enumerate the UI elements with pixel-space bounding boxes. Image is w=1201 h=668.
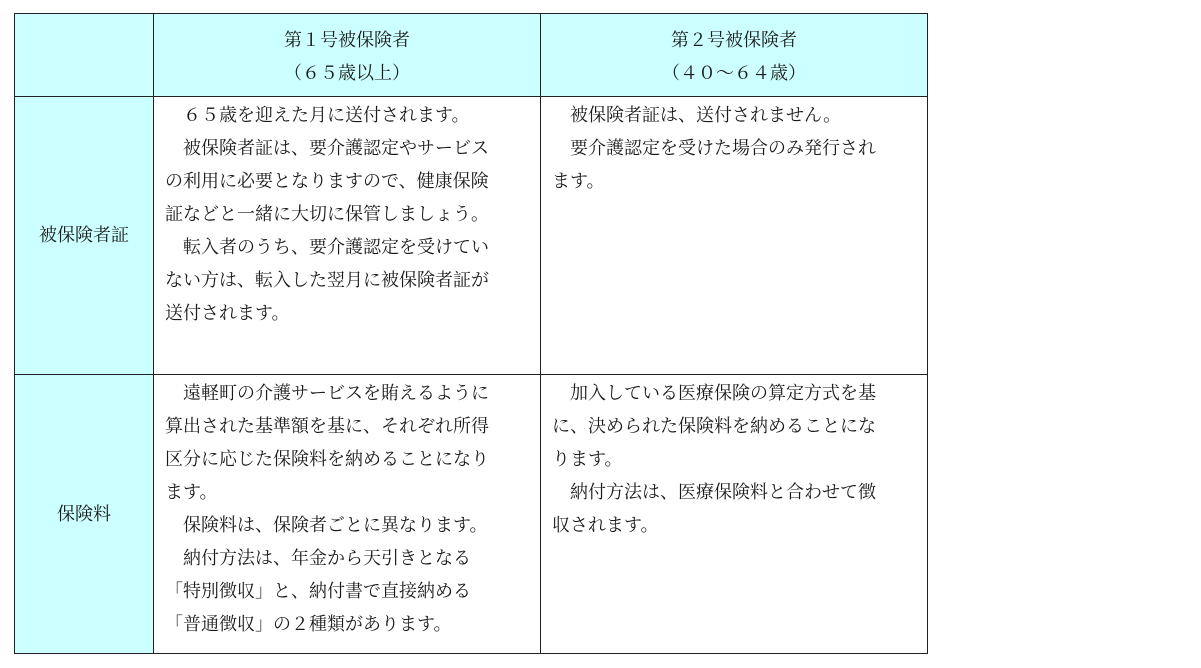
insurance-comparison-table	[14, 13, 928, 654]
row-header-premium: 保険料	[15, 375, 154, 654]
text-line: 納付方法は、医療保険料と合わせて徴	[552, 482, 876, 503]
text-line: 加入している医療保険の算定方式を基	[552, 383, 876, 404]
text-line: 区分に応じた保険料を納めることになり	[165, 449, 489, 470]
header-corner-cell	[15, 14, 154, 97]
row-header-insurance-card: 被保険者証	[15, 97, 154, 375]
text-line: 遠軽町の介護サービスを賄えるように	[165, 383, 489, 404]
table-row-premium	[15, 375, 928, 654]
text-line: ６５歳を迎えた月に送付されます。	[165, 105, 470, 126]
text-line: ます。	[552, 171, 605, 192]
column-header-age: （６５歳以上）	[284, 63, 410, 84]
text-line: 「特別徴収」と、納付書で直接納める	[165, 581, 471, 602]
text-line: 転入者のうち、要介護認定を受けてい	[165, 237, 489, 258]
table-header-row	[15, 14, 928, 97]
text-line: に、決められた保険料を納めることにな	[552, 416, 876, 437]
text-line: ない方は、転入した翌月に被保険者証が	[165, 270, 489, 291]
text-line: 送付されます。	[165, 303, 290, 324]
text-line: 算出された基準額を基に、それぞれ所得	[165, 416, 489, 437]
column-header-type2	[541, 14, 928, 97]
text-line: ります。	[552, 449, 623, 470]
cell-premium-type1	[154, 375, 541, 654]
text-line: 納付方法は、年金から天引きとなる	[165, 548, 471, 569]
table-row-insurance-card	[15, 97, 928, 375]
text-line: 被保険者証は、要介護認定やサービス	[165, 138, 489, 159]
column-header-age: （４０～６４歳）	[662, 63, 806, 84]
text-line: 証などと一緒に大切に保管しましょう。	[165, 204, 489, 225]
cell-insurance-card-type2	[541, 97, 928, 375]
text-line: 要介護認定を受けた場合のみ発行され	[552, 138, 876, 159]
column-header-title: 第２号被保険者	[671, 30, 797, 51]
text-line: 被保険者証は、送付されません。	[552, 105, 842, 126]
column-header-title: 第１号被保険者	[284, 30, 410, 51]
cell-insurance-card-type1	[154, 97, 541, 375]
text-line: ます。	[165, 482, 218, 503]
text-line: 保険料は、保険者ごとに異なります。	[165, 515, 488, 536]
text-line: 「普通徴収」の２種類があります。	[165, 614, 452, 635]
cell-premium-type2	[541, 375, 928, 654]
column-header-type1	[154, 14, 541, 97]
text-line: の利用に必要となりますので、健康保険	[165, 171, 489, 192]
text-line: 収されます。	[552, 515, 659, 536]
